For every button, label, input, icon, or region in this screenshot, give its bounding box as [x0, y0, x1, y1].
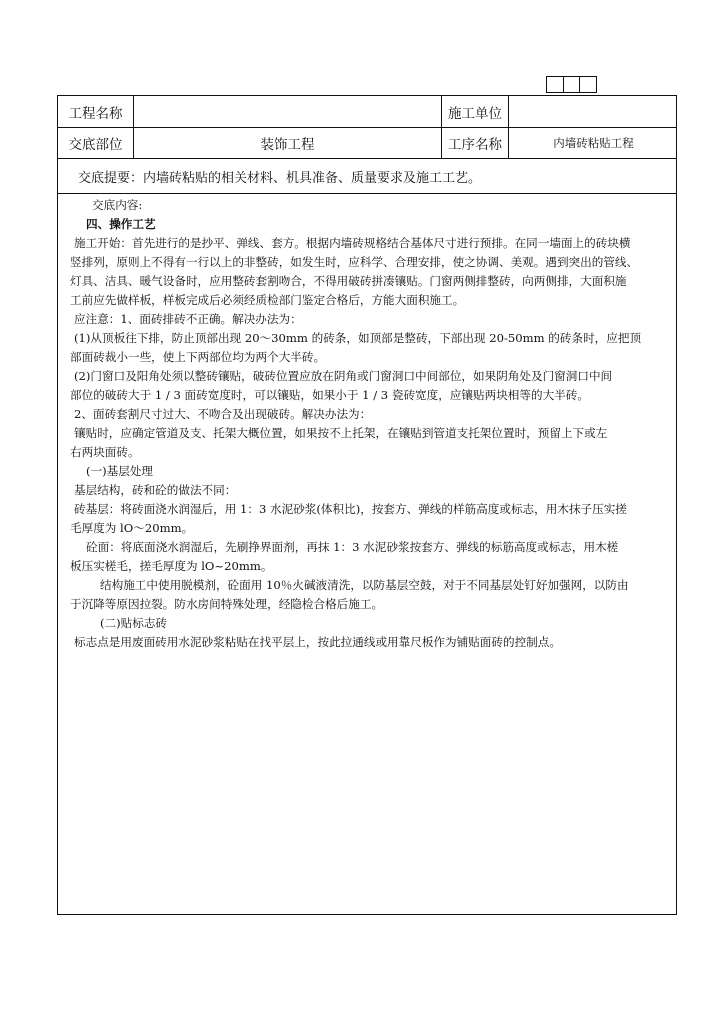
content-line: 标志点是用废面砖用水泥砂浆粘贴在找平层上，按此拉通线或用靠尺板作为铺贴面砖的控制点。	[74, 635, 561, 649]
content-line: (一)基层处理	[86, 464, 154, 478]
disclosure-form	[57, 95, 677, 915]
content-line: 毛厚度为 lO～20mm。	[70, 521, 194, 535]
content-line: (二)贴标志砖	[100, 616, 168, 630]
content-line: 部位的破砖大于 1 / 3 面砖宽度时，可以镶贴，如果小于 1 / 3 瓷砖宽度，应镶贴两块相等的大半砖。	[70, 388, 589, 402]
content-line: (2)门窗口及阳角处须以整砖镶贴，破砖位置应放在阴角或门窗洞口中间部位，如果阴角处及门窗洞口中间	[74, 369, 613, 383]
project-name-label: 工程名称	[58, 96, 134, 127]
form-row-part	[58, 128, 676, 159]
page-number-box	[580, 77, 596, 92]
content-line: 结构施工中使用脱模剂，砼面用 10％火碱液清洗，以防基层空鼓，对于不同基层处钉好加强网，以防由	[100, 578, 629, 592]
content-title: 交底内容:	[92, 198, 143, 212]
disclosure-part-value: 装饰工程	[134, 128, 442, 158]
page-number-box	[564, 77, 581, 92]
content-line: 部面砖裁小一些，使上下两部位均为两个大半砖。	[70, 350, 326, 364]
project-name-value	[134, 96, 442, 127]
content-line: 板压实槎毛，搓毛厚度为 lO~20mm。	[70, 559, 273, 573]
summary-text: 交底提要：内墙砖粘贴的相关材料、机具准备、质量要求及施工工艺。	[78, 170, 482, 186]
content-line: (1)从顶板往下排，防止顶部出现 20～30mm 的砖条，如顶部是整砖，下部出现 20-50mm 的砖条时，应把顶	[74, 331, 642, 345]
form-row-project	[58, 96, 676, 128]
content-line: 于沉降等原因拉裂。防水房间特殊处理，经隐检合格后施工。	[70, 597, 384, 611]
process-name-value: 内墙砖粘贴工程	[553, 136, 634, 150]
content-line: 施工开始：首先进行的是抄平、弹线、套方。根据内墙砖规格结合基体尺寸进行预排。在同一墙面上的砖块横	[74, 236, 631, 250]
content-line: 工前应先做样板，样板完成后必须经质检部门鉴定合格后，方能大面积施工。	[70, 293, 465, 307]
content-line: 镶贴时，应确定管道及支、托架大概位置，如果按不上托架，在镶贴到管道支托架位置时，预留上下或左	[74, 426, 608, 440]
disclosure-part-label: 交底部位	[58, 128, 134, 158]
content-line: 砖基层：将砖面浇水润湿后，用 1：3 水泥砂浆(体积比)，按套方、弹线的样筋高度或标志，用木抹子压实搓	[74, 502, 627, 516]
process-name-label: 工序名称	[442, 128, 509, 158]
content-line: 2、面砖套割尺寸过大、不吻合及出现破砖。解决办法为：	[74, 407, 372, 421]
content-line: 右两块面砖。	[70, 445, 140, 459]
section-heading: 四、操作工艺	[86, 217, 156, 231]
content-line: 砼面：将底面浇水润湿后，先刷挣界面剂，再抹 1：3 水泥砂浆按套方、弹线的标筋高度或标志，用木槎	[86, 540, 619, 554]
construction-unit-value	[509, 96, 678, 127]
page-number-box	[547, 77, 564, 92]
disclosure-content	[58, 196, 676, 652]
construction-unit-label: 施工单位	[442, 96, 509, 127]
content-line: 应注意：1、面砖排砖不正确。解决办法为：	[74, 312, 302, 326]
content-line: 基层结构，砖和砼的做法不同：	[74, 483, 237, 497]
form-row-summary	[58, 159, 676, 194]
content-line: 灯具、洁具、暖气设备时，应用整砖套割吻合，不得用破砖拼凑镶贴。门窗两侧排整砖，向两侧排，大面积施	[70, 274, 627, 288]
content-line: 竖排列，原则上不得有一行以上的非整砖，如发生时，应科学、合理安排，使之协调、美观。遇到突出的管线、	[70, 255, 639, 269]
page-number-boxes	[546, 76, 597, 93]
